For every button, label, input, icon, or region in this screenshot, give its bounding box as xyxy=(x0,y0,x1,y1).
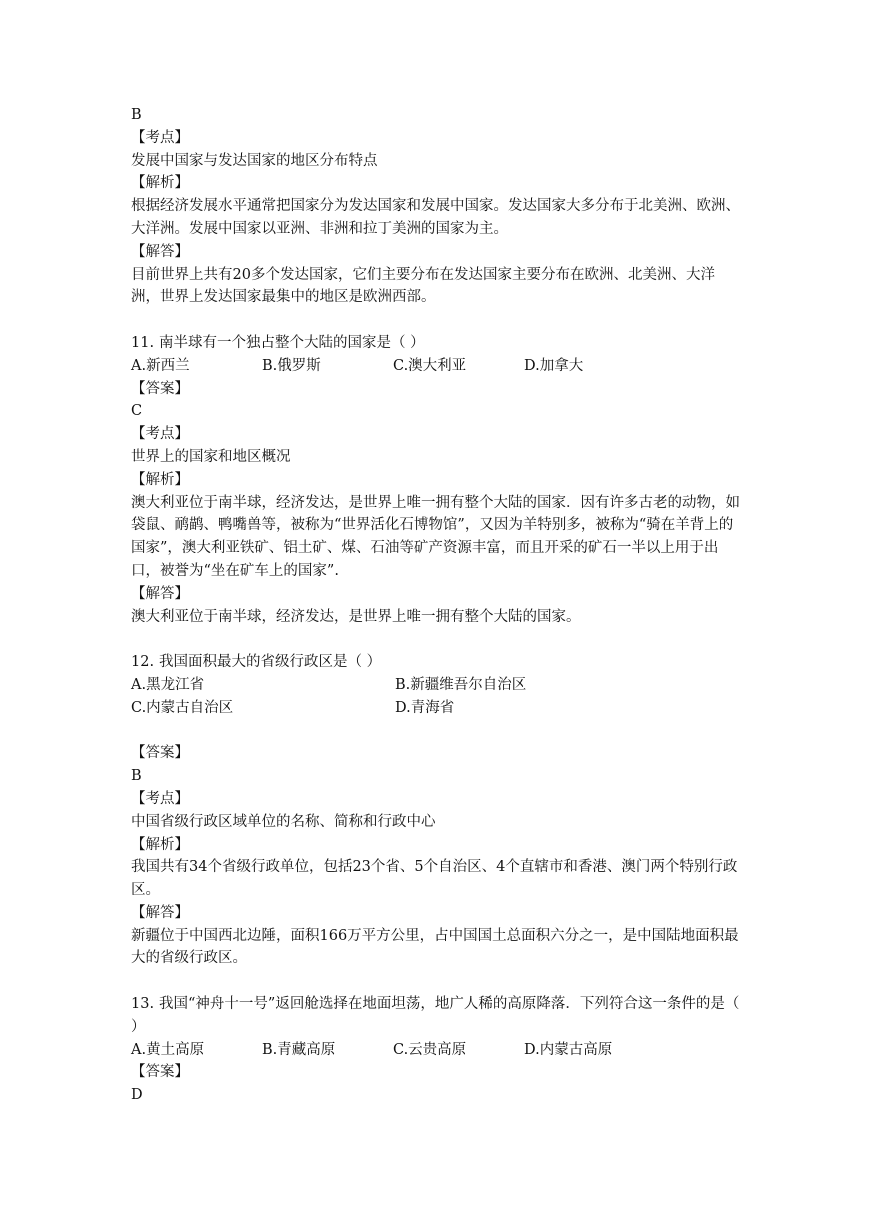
q13-daan-label: 【答案】 xyxy=(131,1064,189,1081)
q12-option-c: C.内蒙古自治区 xyxy=(131,699,234,716)
q11-stem: 南半球有一个独占整个大陆的国家是（ ） xyxy=(159,334,425,351)
spacer xyxy=(131,720,743,743)
q12-kaodian-label: 【考点】 xyxy=(131,790,189,807)
q11-option-c: C.澳大利亚 xyxy=(393,357,467,374)
q10-jieda: 目前世界上共有20多个发达国家，它们主要分布在发达国家主要分布在欧洲、北美洲、大洋洲，世界上发达国家最集中的地区是欧洲西部。 xyxy=(131,266,715,306)
q12-number: 12. xyxy=(131,654,155,671)
q11-option-a: A.新西兰 xyxy=(131,357,190,374)
spacer xyxy=(131,628,743,651)
spacer xyxy=(131,970,743,993)
q13-stem-line xyxy=(131,993,743,1039)
q11-answer: C xyxy=(131,403,143,420)
q13-option-a: A.黄土高原 xyxy=(131,1041,205,1058)
q13-stem: 我国“神舟十一号”返回舱选择在地面坦荡，地广人稀的高原降落．下列符合这一条件的是（ ） xyxy=(131,996,740,1035)
q12-jieda-label: 【解答】 xyxy=(131,904,189,921)
q13-options xyxy=(131,1039,743,1062)
q11-kaodian-label: 【考点】 xyxy=(131,426,189,443)
q11-jieda: 澳大利亚位于南半球，经济发达，是世界上唯一拥有整个大陆的国家。 xyxy=(131,608,581,625)
q11-jiexi-label: 【解析】 xyxy=(131,471,189,488)
q11-option-b: B.俄罗斯 xyxy=(262,357,321,374)
q10-answer: B xyxy=(131,107,142,123)
q11-option-d: D.加拿大 xyxy=(524,357,584,374)
q12-jieda: 新疆位于中国西北边陲，面积166万平方公里，占中国国土总面积六分之一，是中国陆地面积最大的省级行政区。 xyxy=(131,927,739,967)
document-body xyxy=(131,104,743,1107)
q13-option-b: B.青藏高原 xyxy=(262,1041,336,1058)
q12-stem-line xyxy=(131,651,743,674)
q11-jiexi: 澳大利亚位于南半球，经济发达，是世界上唯一拥有整个大陆的国家．因有许多古老的动物，如袋鼠、鸸鹋、鸭嘴兽等，被称为“世界活化石博物馆”，又因为羊特别多，被称为“骑在羊背上的国家”，澳大利亚铁矿、铝土矿、煤、石油等矿产资源丰富，而且开采的矿石一半以上用于出口，被誉为“坐在矿车上的国家”. xyxy=(131,494,740,579)
q11-number: 11. xyxy=(131,334,155,351)
q12-option-a: A.黑龙江省 xyxy=(131,676,205,693)
q12-option-b: B.新疆维吾尔自治区 xyxy=(395,676,527,693)
q10-kaodian-label: 【考点】 xyxy=(131,129,189,146)
q12-answer: B xyxy=(131,768,142,785)
q10-jiexi-label: 【解析】 xyxy=(131,175,189,192)
q13-option-c: C.云贵高原 xyxy=(393,1041,467,1058)
q11-stem-line xyxy=(131,332,743,355)
q10-jieda-label: 【解答】 xyxy=(131,243,189,260)
q12-options-row-1 xyxy=(131,674,743,697)
q10-kaodian: 发展中国家与发达国家的地区分布特点 xyxy=(131,152,378,169)
q12-daan-label: 【答案】 xyxy=(131,745,189,762)
q12-option-d: D.青海省 xyxy=(395,699,455,716)
q12-jiexi: 我国共有34个省级行政单位，包括23个省、5个自治区、4个直辖市和香港、澳门两个特别行政区。 xyxy=(131,859,738,899)
q12-stem: 我国面积最大的省级行政区是（ ） xyxy=(159,654,382,671)
q11-options xyxy=(131,355,743,378)
q13-number: 13. xyxy=(131,996,155,1013)
q13-answer: D xyxy=(131,1087,143,1104)
spacer xyxy=(131,309,743,332)
q12-options-row-2 xyxy=(131,697,743,720)
q12-jiexi-label: 【解析】 xyxy=(131,836,189,853)
q12-kaodian: 中国省级行政区域单位的名称、简称和行政中心 xyxy=(131,813,436,830)
q13-option-d: D.内蒙古高原 xyxy=(524,1041,613,1058)
q11-jieda-label: 【解答】 xyxy=(131,585,189,602)
q11-daan-label: 【答案】 xyxy=(131,380,189,397)
q11-kaodian: 世界上的国家和地区概况 xyxy=(131,448,291,465)
q10-jiexi: 根据经济发展水平通常把国家分为发达国家和发展中国家。发达国家大多分布于北美洲、欧洲、大洋洲。发展中国家以亚洲、非洲和拉丁美洲的国家为主。 xyxy=(131,198,740,237)
